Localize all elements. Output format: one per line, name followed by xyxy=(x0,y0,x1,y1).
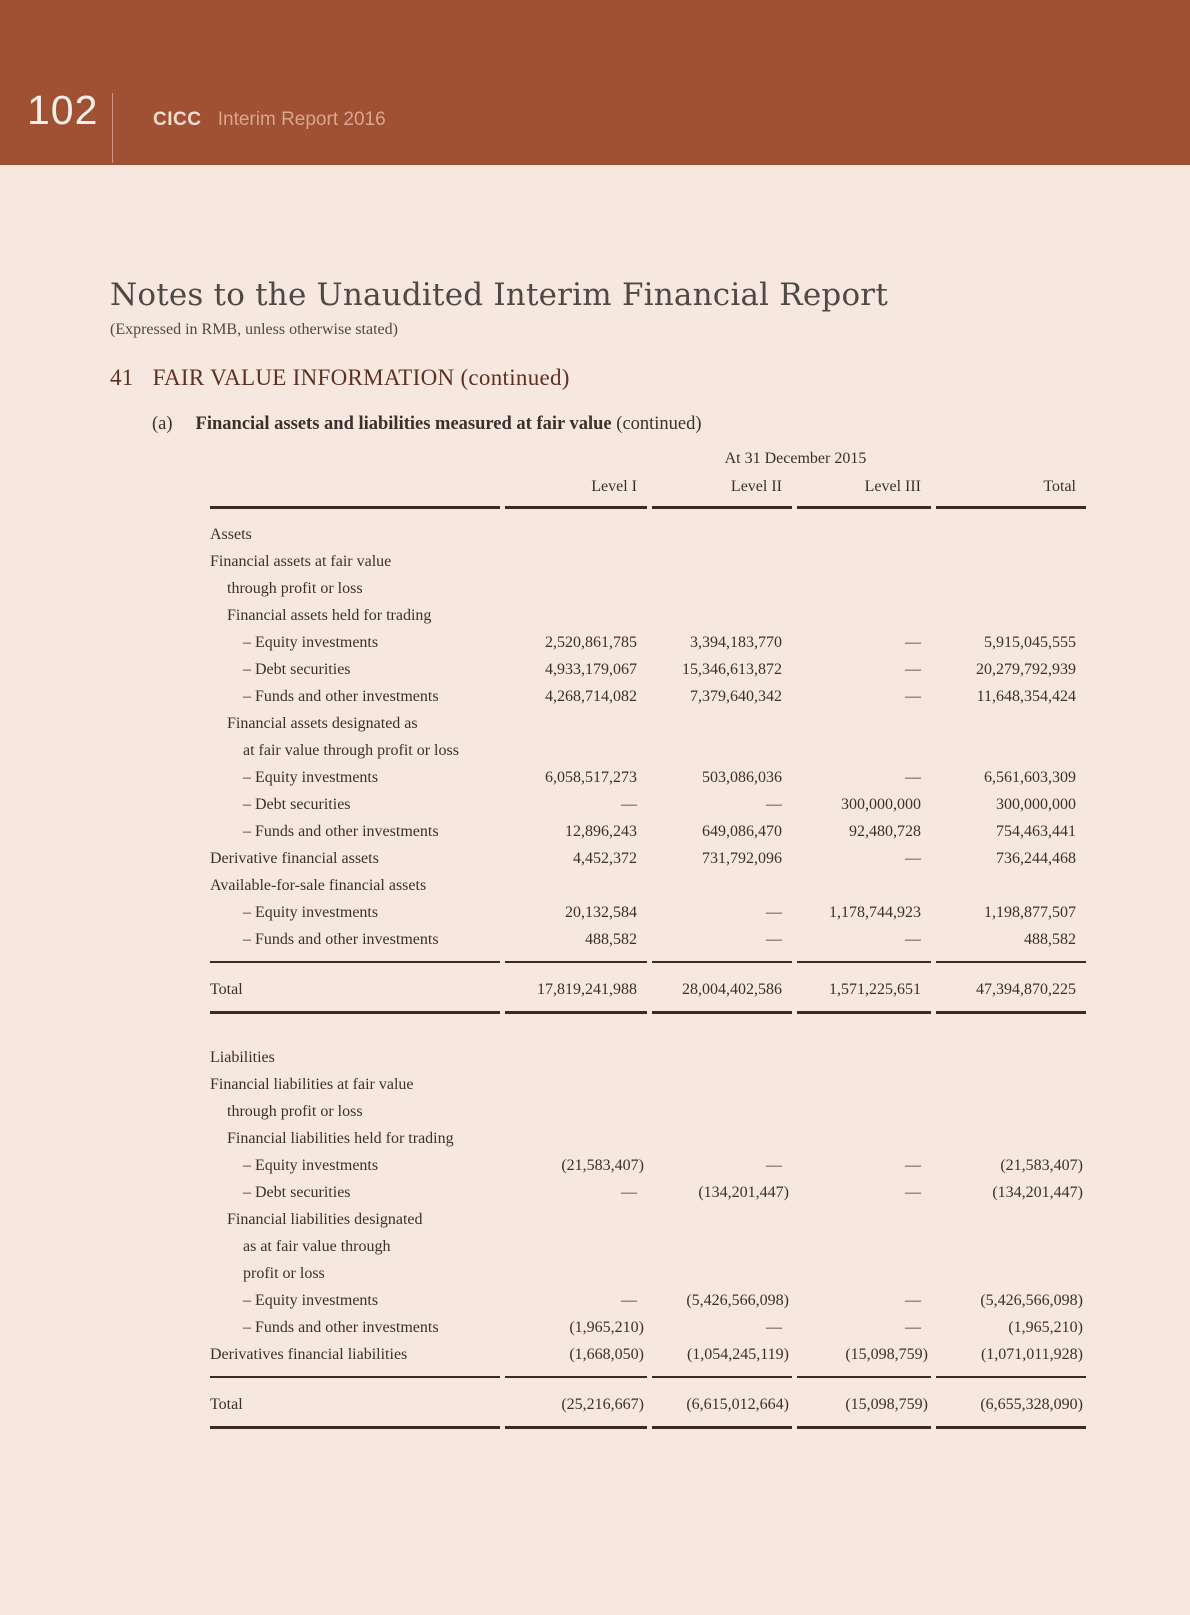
cell-value: — xyxy=(766,796,782,813)
row-label: Derivatives financial liabilities xyxy=(210,1341,500,1378)
page-title: Notes to the Unaudited Interim Financial Report xyxy=(110,277,888,313)
cell-value xyxy=(505,1233,647,1260)
cell-value xyxy=(652,1260,792,1287)
cell-value: 7,379,640,342 xyxy=(690,688,782,705)
cell-value xyxy=(797,1071,931,1098)
row-label: – Debt securities xyxy=(243,796,351,813)
cell-value xyxy=(936,1233,1086,1260)
report-title: Interim Report 2016 xyxy=(217,109,386,130)
table-row xyxy=(210,1098,1086,1125)
subsection-title: Financial assets and liabilities measured at fair value xyxy=(195,414,612,434)
cell-value: (21,583,407) xyxy=(561,1157,644,1174)
cell-value xyxy=(652,1098,792,1125)
empty-cell xyxy=(210,448,500,476)
table-row xyxy=(210,602,1086,629)
row-label: Financial assets designated as xyxy=(227,715,418,732)
row-label: profit or loss xyxy=(243,1265,325,1282)
cell-value xyxy=(505,1071,647,1098)
cell-value xyxy=(652,1071,792,1098)
page-subtitle: (Expressed in RMB, unless otherwise stated) xyxy=(110,321,398,338)
cell-value: — xyxy=(905,769,921,786)
cell-value: — xyxy=(797,926,931,963)
cell-value xyxy=(652,548,792,575)
cell-value: 11,648,354,424 xyxy=(976,688,1076,705)
cell-value: (1,668,050) xyxy=(505,1341,647,1378)
cell-value xyxy=(797,548,931,575)
cell-value xyxy=(652,737,792,764)
table-row xyxy=(210,764,1086,791)
row-label: Financial liabilities designated xyxy=(227,1211,423,1228)
cell-value: 503,086,036 xyxy=(702,769,782,786)
cell-value: — xyxy=(905,1157,921,1174)
cell-value: — xyxy=(905,1292,921,1309)
cell-value xyxy=(797,1206,931,1233)
cell-value: 300,000,000 xyxy=(841,796,921,813)
cell-value: (134,201,447) xyxy=(992,1184,1083,1201)
cell-value: (1,965,210) xyxy=(1008,1319,1083,1336)
cell-value xyxy=(797,737,931,764)
cell-value: — xyxy=(766,1157,782,1174)
table-row xyxy=(210,575,1086,602)
cell-value: (6,615,012,664) xyxy=(652,1378,792,1429)
table-row xyxy=(210,548,1086,575)
table-header xyxy=(210,448,1086,509)
cell-value xyxy=(797,509,931,548)
cell-value: 20,279,792,939 xyxy=(976,661,1076,678)
subsection-suffix: (continued) xyxy=(616,414,702,434)
cell-value: — xyxy=(652,926,792,963)
cell-value xyxy=(652,872,792,899)
table-row xyxy=(210,1125,1086,1152)
cell-value xyxy=(652,1206,792,1233)
cell-value xyxy=(652,602,792,629)
cell-value xyxy=(652,710,792,737)
cell-value: 300,000,000 xyxy=(996,796,1076,813)
row-label: – Funds and other investments xyxy=(243,1319,439,1336)
cell-value xyxy=(936,602,1086,629)
cell-value: 20,132,584 xyxy=(565,904,637,921)
page-header-band xyxy=(0,0,1190,165)
table-row xyxy=(210,1287,1086,1314)
date-header: At 31 December 2015 xyxy=(724,450,867,467)
empty-cell xyxy=(210,476,500,509)
cell-value: 28,004,402,586 xyxy=(652,963,792,1014)
row-label: – Funds and other investments xyxy=(243,823,439,840)
cell-value xyxy=(797,575,931,602)
fair-value-table xyxy=(205,448,1091,1429)
row-label: at fair value through profit or loss xyxy=(243,742,459,759)
section-heading xyxy=(110,364,1190,392)
cell-value xyxy=(505,575,647,602)
cell-value: (25,216,667) xyxy=(505,1378,647,1429)
cell-value: 15,346,613,872 xyxy=(682,661,782,678)
cell-value xyxy=(652,1233,792,1260)
cell-value: — xyxy=(905,661,921,678)
column-header: Level II xyxy=(652,476,792,509)
cell-value xyxy=(936,737,1086,764)
cell-value xyxy=(936,710,1086,737)
cell-value xyxy=(652,575,792,602)
cell-value xyxy=(936,548,1086,575)
cell-value: (15,098,759) xyxy=(797,1378,931,1429)
row-label: Financial liabilities held for trading xyxy=(227,1130,454,1147)
row-label: Total xyxy=(210,963,500,1014)
cell-value xyxy=(505,1125,647,1152)
cell-value xyxy=(797,1233,931,1260)
table-row xyxy=(210,963,1086,1014)
cell-value: 6,561,603,309 xyxy=(984,769,1076,786)
row-label: – Equity investments xyxy=(243,1157,379,1174)
cell-value xyxy=(797,872,931,899)
cell-value: 488,582 xyxy=(936,926,1086,963)
table-row xyxy=(210,845,1086,872)
cell-value xyxy=(936,1125,1086,1152)
cell-value: — xyxy=(766,904,782,921)
cell-value: — xyxy=(905,1184,921,1201)
cell-value xyxy=(652,1125,792,1152)
cell-value xyxy=(505,602,647,629)
row-label: Total xyxy=(210,1378,500,1429)
table-row xyxy=(210,899,1086,926)
cell-value xyxy=(505,509,647,548)
row-label: Assets xyxy=(210,526,252,543)
row-label: – Equity investments xyxy=(243,634,379,651)
cell-value: (5,426,566,098) xyxy=(686,1292,789,1309)
cell-value: (15,098,759) xyxy=(797,1341,931,1378)
cell-value xyxy=(505,1014,647,1071)
cell-value: 92,480,728 xyxy=(849,823,921,840)
cell-value xyxy=(936,872,1086,899)
table-row xyxy=(210,1071,1086,1098)
table-row xyxy=(210,1206,1086,1233)
table-row xyxy=(210,791,1086,818)
cell-value: — xyxy=(621,1292,637,1309)
cell-value xyxy=(936,1071,1086,1098)
cell-value: (1,965,210) xyxy=(569,1319,644,1336)
cell-value: (5,426,566,098) xyxy=(980,1292,1083,1309)
cell-value: 6,058,517,273 xyxy=(545,769,637,786)
cell-value: — xyxy=(905,1319,921,1336)
cell-value xyxy=(505,1206,647,1233)
cell-value: — xyxy=(766,1319,782,1336)
cell-value xyxy=(936,1098,1086,1125)
cell-value xyxy=(936,1014,1086,1071)
cell-value: 2,520,861,785 xyxy=(545,634,637,651)
cell-value: — xyxy=(621,796,637,813)
table-row xyxy=(210,1341,1086,1378)
section-number: 41 xyxy=(110,365,134,390)
cell-value xyxy=(936,575,1086,602)
table-row xyxy=(210,926,1086,963)
cell-value: 1,178,744,923 xyxy=(829,904,921,921)
row-label: through profit or loss xyxy=(227,1103,363,1120)
table-row xyxy=(210,1233,1086,1260)
row-label: Financial liabilities at fair value xyxy=(210,1076,414,1093)
cell-value xyxy=(505,872,647,899)
cell-value: 12,896,243 xyxy=(565,823,637,840)
section-title: FAIR VALUE INFORMATION (continued) xyxy=(152,365,570,390)
cell-value xyxy=(505,737,647,764)
cell-value xyxy=(797,1260,931,1287)
row-label: as at fair value through xyxy=(243,1238,391,1255)
cell-value: 731,792,096 xyxy=(702,850,782,867)
row-label: Financial assets at fair value xyxy=(210,553,392,570)
cell-value xyxy=(797,1098,931,1125)
cell-value: 17,819,241,988 xyxy=(505,963,647,1014)
cell-value: 5,915,045,555 xyxy=(984,634,1076,651)
cell-value xyxy=(505,1098,647,1125)
cell-value xyxy=(797,710,931,737)
row-label: – Debt securities xyxy=(243,661,351,678)
row-label: Derivative financial assets xyxy=(210,850,379,867)
row-label: – Equity investments xyxy=(243,904,379,921)
brand-logo: CICC xyxy=(153,109,202,130)
cell-value xyxy=(936,509,1086,548)
cell-value: 488,582 xyxy=(505,926,647,963)
cell-value: (1,071,011,928) xyxy=(936,1341,1086,1378)
cell-value xyxy=(797,602,931,629)
cell-value: (134,201,447) xyxy=(698,1184,789,1201)
header-title-group xyxy=(153,109,386,131)
table-row xyxy=(210,737,1086,764)
row-label: – Equity investments xyxy=(243,1292,379,1309)
page-number: 102 xyxy=(27,87,99,133)
table-date-row xyxy=(210,448,1086,476)
cell-value: 3,394,183,770 xyxy=(690,634,782,651)
cell-value: 4,452,372 xyxy=(573,850,637,867)
table-row xyxy=(210,1378,1086,1429)
cell-value xyxy=(797,1014,931,1071)
table-body xyxy=(210,509,1086,1429)
cell-value: — xyxy=(905,634,921,651)
table-row xyxy=(210,710,1086,737)
table-row xyxy=(210,1014,1086,1071)
cell-value xyxy=(505,1260,647,1287)
cell-value xyxy=(652,1014,792,1071)
table-row xyxy=(210,683,1086,710)
cell-value xyxy=(652,509,792,548)
page-body xyxy=(0,165,1190,1429)
subsection-label: (a) xyxy=(152,414,173,434)
subsection-heading xyxy=(152,413,1190,436)
column-header: Level I xyxy=(505,476,647,509)
column-header: Total xyxy=(936,476,1086,509)
table-row xyxy=(210,656,1086,683)
cell-value: 4,933,179,067 xyxy=(545,661,637,678)
table-row xyxy=(210,1179,1086,1206)
cell-value xyxy=(936,1260,1086,1287)
cell-value xyxy=(505,548,647,575)
row-label: – Funds and other investments xyxy=(210,926,500,963)
table-row xyxy=(210,872,1086,899)
column-header-row xyxy=(210,476,1086,509)
row-label: – Funds and other investments xyxy=(243,688,439,705)
table-row xyxy=(210,1152,1086,1179)
cell-value: — xyxy=(905,850,921,867)
cell-value xyxy=(797,1125,931,1152)
cell-value: 754,463,441 xyxy=(996,823,1076,840)
cell-value: 1,571,225,651 xyxy=(797,963,931,1014)
cell-value: 4,268,714,082 xyxy=(545,688,637,705)
cell-value: 47,394,870,225 xyxy=(936,963,1086,1014)
cell-value: 736,244,468 xyxy=(996,850,1076,867)
cell-value: — xyxy=(905,688,921,705)
cell-value: — xyxy=(621,1184,637,1201)
cell-value: 1,198,877,507 xyxy=(984,904,1076,921)
row-label: – Equity investments xyxy=(243,769,379,786)
row-label: Financial assets held for trading xyxy=(227,607,432,624)
row-label: Liabilities xyxy=(210,1049,275,1066)
column-header: Level III xyxy=(797,476,931,509)
row-label: Available-for-sale financial assets xyxy=(210,877,427,894)
row-label: – Debt securities xyxy=(243,1184,351,1201)
cell-value: (21,583,407) xyxy=(1000,1157,1083,1174)
table-row xyxy=(210,629,1086,656)
cell-value: 649,086,470 xyxy=(702,823,782,840)
table-row xyxy=(210,1314,1086,1341)
table-row xyxy=(210,509,1086,548)
row-label: through profit or loss xyxy=(227,580,363,597)
table-row xyxy=(210,1260,1086,1287)
table-row xyxy=(210,818,1086,845)
cell-value xyxy=(936,1206,1086,1233)
cell-value: (6,655,328,090) xyxy=(936,1378,1086,1429)
header-divider xyxy=(112,93,113,163)
cell-value xyxy=(505,710,647,737)
cell-value: (1,054,245,119) xyxy=(652,1341,792,1378)
